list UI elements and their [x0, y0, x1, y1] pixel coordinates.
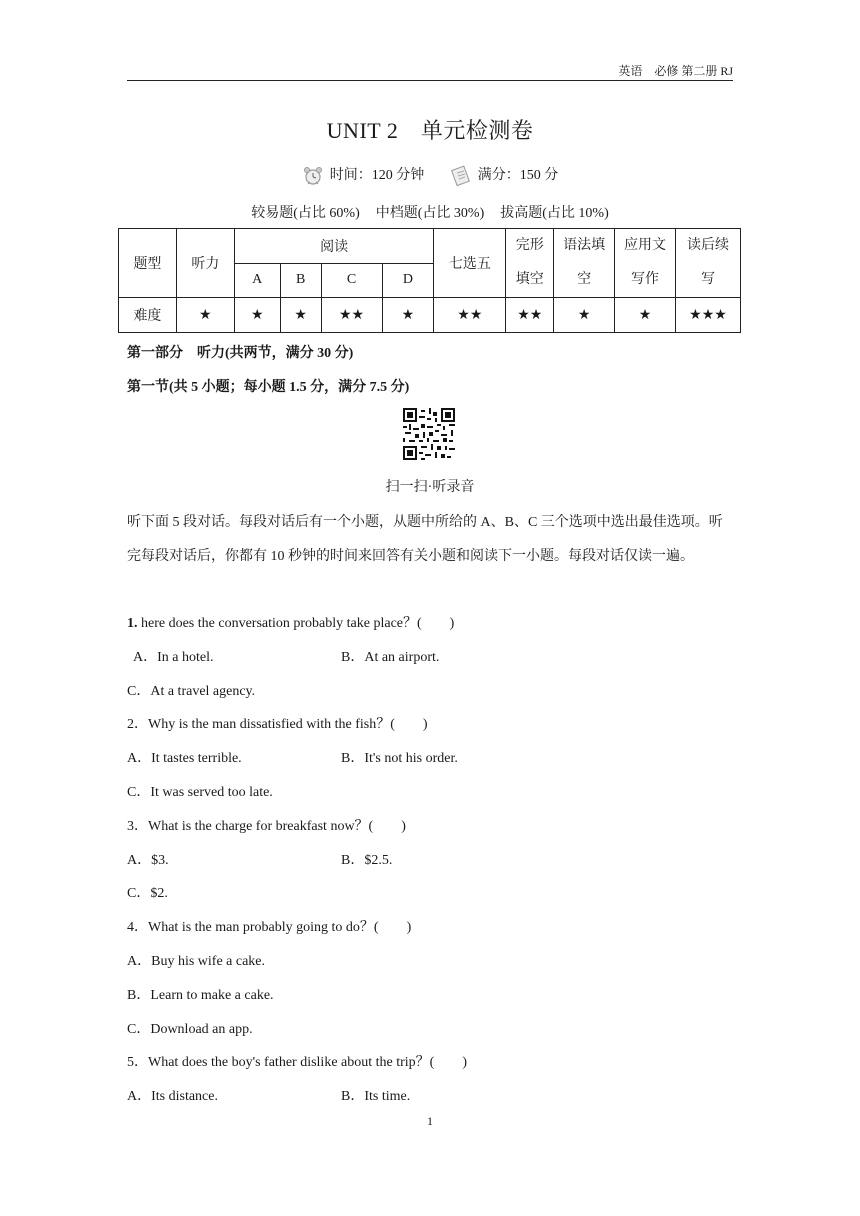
- question-2: 2．Why is the man dissatisfied with the fish？( ): [127, 717, 428, 732]
- star-rating: ★: [382, 298, 434, 333]
- difficulty-label: 难度: [119, 298, 177, 333]
- star-rating: ★: [615, 298, 676, 333]
- q5-option-b[interactable]: B．Its time.: [341, 1089, 411, 1104]
- star-rating: ★★: [321, 298, 382, 333]
- exam-score: 满分：150 分: [477, 168, 559, 183]
- q5-option-a[interactable]: A．Its distance.: [127, 1089, 218, 1104]
- reading-part-c: C: [321, 263, 382, 298]
- reading-part-b: B: [280, 263, 321, 298]
- q4-option-a[interactable]: A．Buy his wife a cake.: [127, 954, 266, 969]
- q1-option-c[interactable]: C．At a travel agency.: [127, 684, 256, 699]
- q1-option-a[interactable]: A．In a hotel.: [133, 650, 214, 665]
- type-header: 题型: [119, 229, 177, 298]
- grammar-header: 语法填 空: [554, 229, 615, 298]
- q3-option-c[interactable]: C．$2.: [127, 886, 168, 901]
- exam-time: 时间：120 分钟: [329, 168, 425, 183]
- star-rating: ★: [234, 298, 280, 333]
- star-rating: ★★★: [675, 298, 740, 333]
- star-rating: ★: [176, 298, 234, 333]
- exam-meta: [0, 164, 860, 187]
- star-rating: ★★: [506, 298, 554, 333]
- qr-code[interactable]: [403, 408, 455, 460]
- seven-five-header: 七选五: [434, 229, 506, 298]
- reading-header: 阅读: [234, 229, 434, 264]
- q3-option-a[interactable]: A．$3.: [127, 853, 169, 868]
- section-heading: 第一节(共 5 小题；每小题 1.5 分，满分 7.5 分): [127, 380, 410, 395]
- instructions: 听下面 5 段对话。每段对话后有一个小题，从题中所给的 A、B、C 三个选项中选出最佳选项。听完每段对话后，你都有 10 秒钟的时间来回答有关小题和阅读下一小题。每段对话仅读一遍。: [127, 515, 723, 564]
- difficulty-table: [118, 228, 741, 333]
- q2-option-b[interactable]: B．It's not his order.: [341, 751, 458, 766]
- listening-header: 听力: [176, 229, 234, 298]
- q1-option-b[interactable]: B．At an airport.: [341, 650, 440, 665]
- page-number: 1: [427, 1114, 433, 1128]
- part-heading: 第一部分 听力(共两节，满分 30 分): [127, 346, 354, 361]
- question-1: 1. here does the conversation probably take place？( ): [127, 616, 455, 631]
- alarm-clock-icon: [302, 165, 324, 187]
- page-title: UNIT 2 单元检测卷: [326, 118, 534, 143]
- question-5: 5．What does the boy's father dislike about the trip？( ): [127, 1055, 467, 1070]
- reading-part-d: D: [382, 263, 434, 298]
- writing-header: 应用文 写作: [615, 229, 676, 298]
- q4-option-b[interactable]: B．Learn to make a cake.: [127, 988, 274, 1003]
- continuation-header: 读后续 写: [675, 229, 740, 298]
- score-paper-icon: [450, 165, 472, 187]
- q4-option-c[interactable]: C．Download an app.: [127, 1022, 253, 1037]
- page-header: 英语 必修 第二册 RJ: [127, 60, 733, 81]
- q2-option-c[interactable]: C．It was served too late.: [127, 785, 273, 800]
- question-4: 4．What is the man probably going to do？( ): [127, 920, 412, 935]
- star-rating: ★: [554, 298, 615, 333]
- cloze-header: 完形 填空: [506, 229, 554, 298]
- q3-option-b[interactable]: B．$2.5.: [341, 853, 393, 868]
- qr-caption: 扫一扫·听录音: [385, 480, 475, 495]
- q2-option-a[interactable]: A．It tastes terrible.: [127, 751, 242, 766]
- reading-part-a: A: [234, 263, 280, 298]
- question-3: 3．What is the charge for breakfast now？( ): [127, 819, 406, 834]
- star-rating: ★★: [434, 298, 506, 333]
- star-rating: ★: [280, 298, 321, 333]
- difficulty-ratio: 较易题(占比 60%) 中档题(占比 30%) 拔高题(占比 10%): [251, 206, 609, 221]
